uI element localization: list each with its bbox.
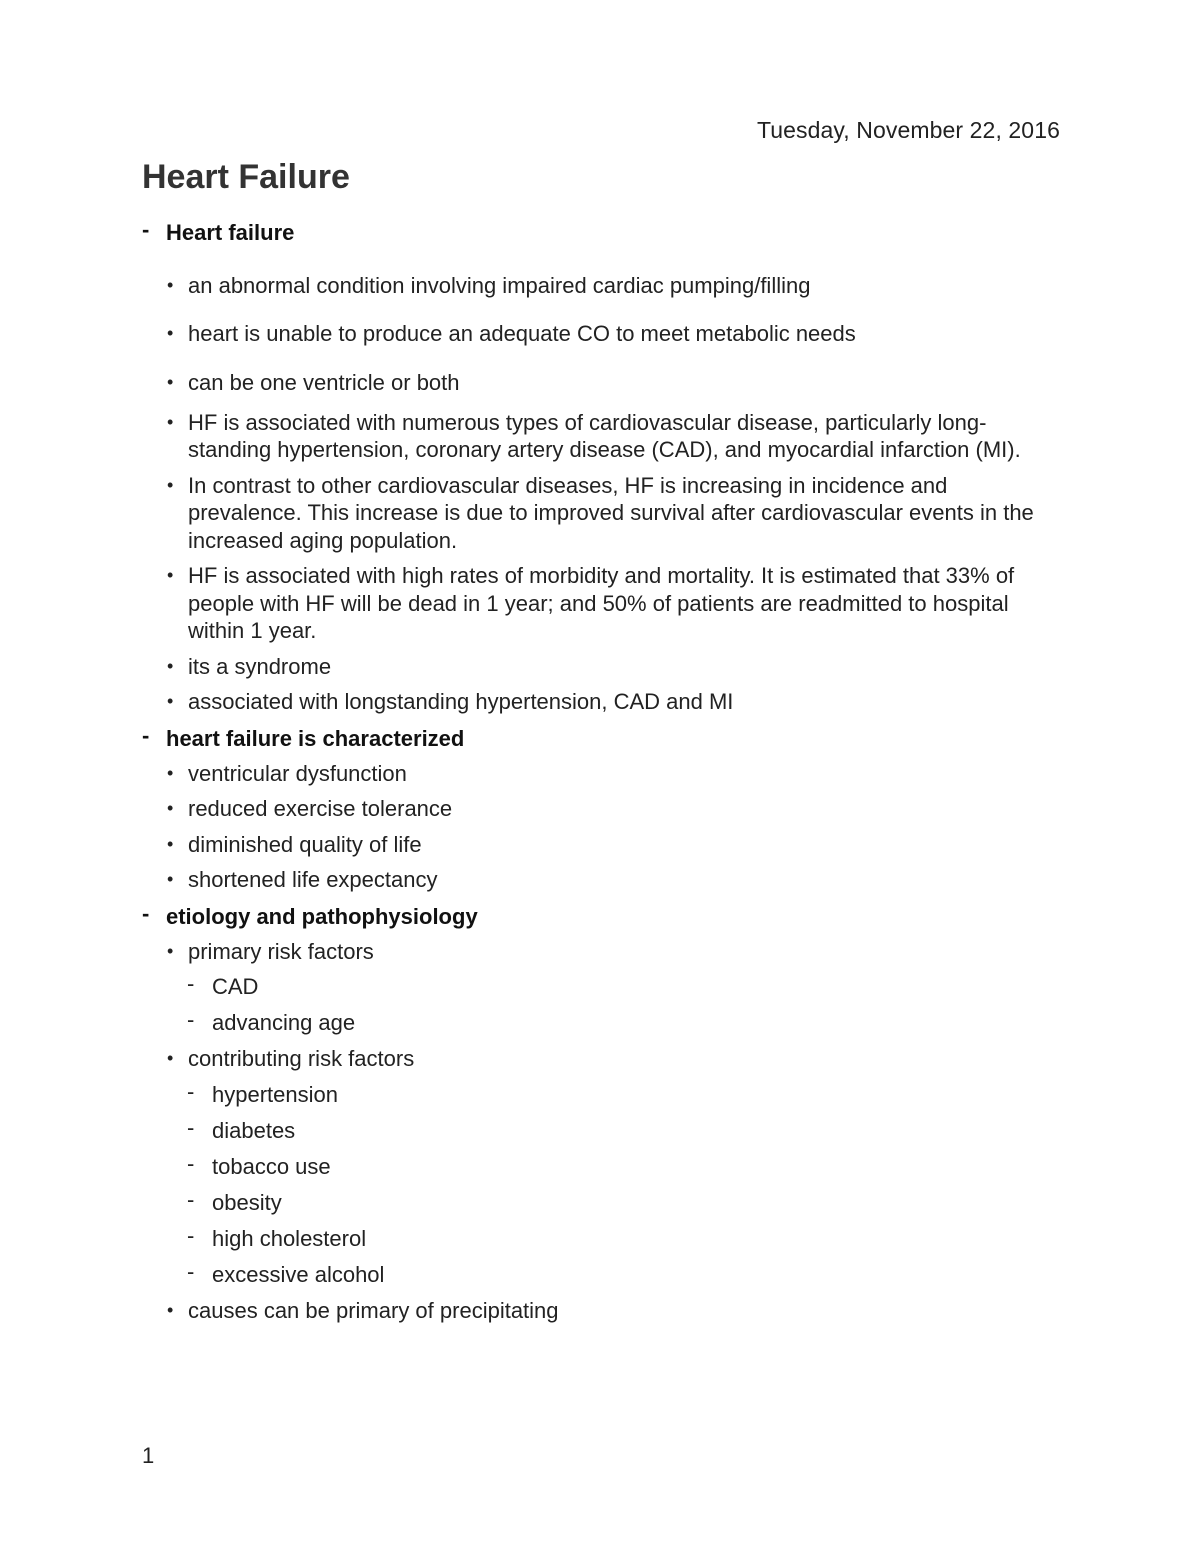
sub-list-item-text: obesity	[212, 1189, 282, 1215]
bullet-marker: •	[167, 474, 174, 495]
list-item	[142, 272, 1062, 300]
list-item	[142, 562, 1062, 645]
section-heading	[142, 218, 1062, 248]
list-item-text: reduced exercise tolerance	[188, 796, 453, 821]
list-item-text: heart is unable to produce an adequate CO to meet metabolic needs	[188, 320, 856, 346]
list-item-text: an abnormal condition involving impaired cardiac pumping/filling	[188, 273, 811, 298]
bullet-marker: •	[167, 565, 174, 585]
section-heading	[142, 724, 1062, 754]
section-heading-text: etiology and pathophysiology	[166, 903, 478, 929]
list-item	[142, 1045, 1062, 1073]
list-item-text: shortened life expectancy	[188, 867, 438, 892]
section-heading-text: Heart failure	[166, 220, 295, 245]
list-item	[142, 938, 1062, 966]
sub-list-item-text: CAD	[212, 974, 259, 999]
document-date: Tuesday, November 22, 2016	[756, 117, 1060, 143]
list-item	[142, 409, 1062, 464]
list-item-text: primary risk factors	[188, 938, 374, 964]
bullet-marker: •	[167, 691, 174, 711]
list-item	[142, 831, 1062, 859]
dash-marker: -	[187, 1186, 195, 1212]
sub-list-item	[142, 1114, 1062, 1144]
list-item	[142, 472, 1062, 555]
bullet-marker: •	[167, 322, 174, 343]
list-item	[142, 1297, 1062, 1325]
bullet-list	[142, 272, 1062, 716]
list-item-text: HF is associated with high rates of morbidity and mortality. It is estimated that 33% of people with HF will be dead in 1 year; and 50% of patients are readmitted to hospital within 1 year.	[188, 563, 1015, 643]
list-item-text: contributing risk factors	[188, 1046, 415, 1071]
dash-marker: -	[187, 1222, 195, 1248]
list-item-text: can be one ventricle or both	[188, 370, 460, 395]
sub-list	[142, 973, 1062, 1036]
bullet-marker: •	[167, 411, 174, 432]
section-characterized	[142, 724, 1062, 894]
sub-list-item-text: excessive alcohol	[212, 1261, 385, 1287]
dash-marker: -	[142, 722, 150, 748]
page-number: 1	[142, 1443, 155, 1468]
list-item	[142, 866, 1062, 894]
list-item	[142, 653, 1062, 681]
bullet-marker: •	[167, 798, 174, 818]
dash-marker: -	[187, 971, 195, 996]
list-item-text: HF is associated with numerous types of cardiovascular disease, particularly long-standing hypertension, coronary artery disease (CAD), and myocardial infarction (MI).	[188, 409, 1021, 462]
bullet-marker: •	[167, 655, 174, 676]
bullet-marker: •	[167, 762, 174, 783]
sub-list-item-text: advancing age	[212, 1010, 356, 1035]
dash-marker: -	[187, 1258, 195, 1284]
bullet-marker: •	[167, 372, 174, 392]
section-heart-failure	[142, 218, 1062, 716]
section-etiology	[142, 902, 1062, 1325]
bullet-list	[142, 1297, 1062, 1325]
list-item-text: In contrast to other cardiovascular diseases, HF is increasing in incidence and prevalence. This increase is due to improved survival after cardiovascular events in the increased aging population.	[188, 472, 1034, 553]
sub-list-item	[142, 1078, 1062, 1108]
sub-list-item	[142, 973, 1062, 1000]
bullet-marker: •	[167, 940, 174, 961]
dash-marker: -	[142, 217, 150, 242]
list-item-text: causes can be primary of precipitating	[188, 1297, 559, 1323]
dash-marker: -	[187, 1078, 195, 1104]
sub-list-item	[142, 1186, 1062, 1216]
sub-list-item	[142, 1222, 1062, 1252]
bullet-marker: •	[167, 833, 174, 854]
sub-list-item-text: high cholesterol	[212, 1225, 367, 1251]
dash-marker: -	[142, 900, 150, 926]
sub-list-item	[142, 1258, 1062, 1288]
sub-list	[142, 1078, 1062, 1288]
document-body	[142, 218, 1062, 1332]
dash-marker: -	[187, 1114, 195, 1140]
sub-list-item-text: hypertension	[212, 1081, 338, 1107]
section-heading	[142, 902, 1062, 932]
list-item	[142, 369, 1062, 397]
list-item-text: ventricular dysfunction	[188, 760, 407, 786]
section-heading-text: heart failure is characterized	[166, 725, 465, 751]
list-item-text: its a syndrome	[188, 653, 332, 679]
bullet-list	[142, 1045, 1062, 1073]
list-item-text: associated with longstanding hypertension, CAD and MI	[188, 689, 734, 714]
page-title: Heart Failure	[142, 158, 350, 196]
sub-list-item-text: tobacco use	[212, 1153, 331, 1179]
sub-list-item	[142, 1009, 1062, 1036]
dash-marker: -	[187, 1007, 195, 1032]
list-item	[142, 320, 1062, 348]
bullet-marker: •	[167, 1048, 174, 1068]
bullet-marker: •	[167, 275, 174, 295]
list-item	[142, 688, 1062, 716]
list-item-text: diminished quality of life	[188, 831, 422, 857]
list-item	[142, 760, 1062, 788]
bullet-marker: •	[167, 869, 174, 889]
sub-list-item-text: diabetes	[212, 1117, 296, 1143]
list-item	[142, 795, 1062, 823]
dash-marker: -	[187, 1150, 195, 1176]
bullet-list	[142, 938, 1062, 966]
sub-list-item	[142, 1150, 1062, 1180]
bullet-marker: •	[167, 1299, 174, 1320]
bullet-list	[142, 760, 1062, 894]
